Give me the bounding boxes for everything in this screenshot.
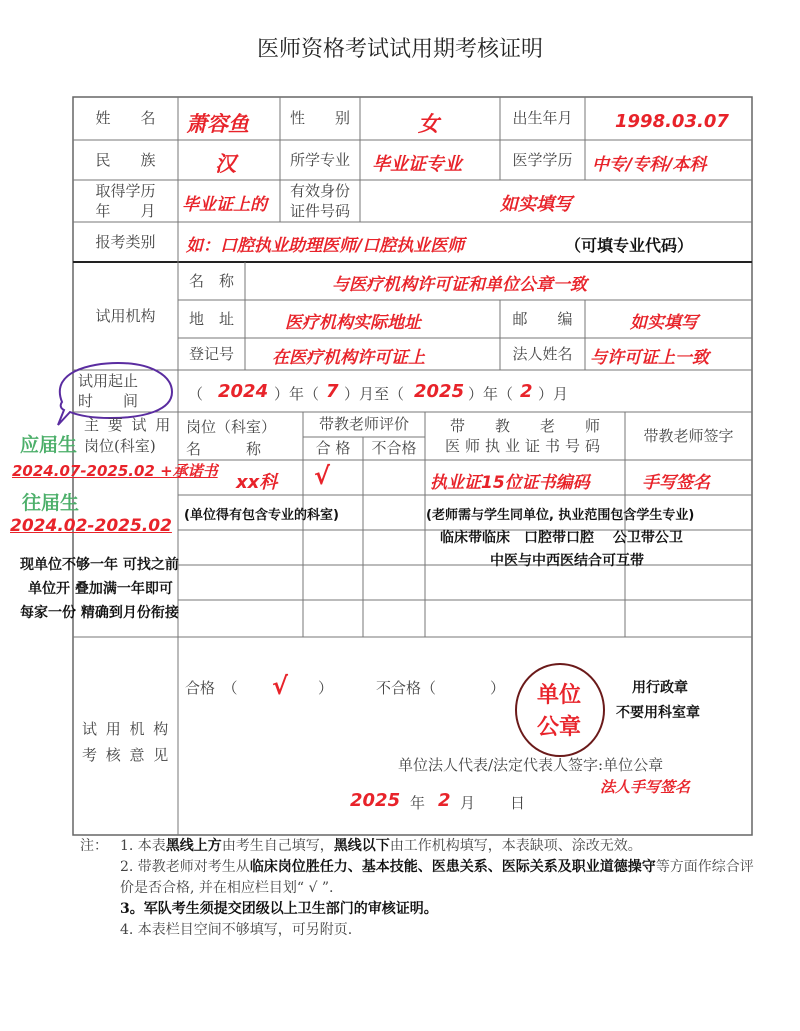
period-year-label: ）年（ [274, 385, 320, 403]
label-birth: 出生年月 [512, 109, 573, 128]
period-end-label: ）月 [538, 385, 569, 403]
note-line-1: 现单位不够一年 可找之前 [20, 557, 179, 573]
value-teacher-sign: 手写签名 [642, 473, 710, 493]
seal-text-1: 单位 [537, 683, 582, 708]
value-ethnicity: 汉 [215, 152, 236, 176]
review-month: 2 [438, 790, 451, 811]
review-day-label: 日 [510, 794, 526, 812]
review-fail-close: ） [490, 679, 506, 697]
note-2-b: 临床岗位胜任力、基本技能、医患关系、医际关系及职业道德操守 [249, 859, 656, 875]
value-inst-legal: 与许可证上一致 [590, 348, 709, 368]
value-end-year: 2025 [414, 381, 465, 402]
note-teacher-rule-2: 中医与中西医结合可互带 [490, 553, 644, 569]
period-open: （ [188, 385, 204, 403]
eval-check-mark: √ [314, 462, 331, 490]
label-review-line2: 考 核 意 见 [82, 746, 171, 764]
value-degree: 中专/专科/本科 [592, 155, 707, 175]
note-dept: (单位得有包含专业的科室) [184, 508, 339, 523]
label-inst-name: 名 称 [188, 271, 234, 290]
note-prefix: 注： [80, 838, 108, 854]
review-pass-close: ） [318, 679, 334, 697]
note-2-c: 等方面作综合评价是否合格, 并在相应栏目划“ √ ”. [120, 859, 754, 896]
header-teacher-cert-line2: 医师执业证书号码 [444, 437, 605, 455]
period-year2-label: ）年（ [468, 385, 514, 403]
value-gender: 女 [418, 112, 439, 136]
header-teacher-sign: 带教老师签字 [643, 426, 734, 445]
note-1-d: 黑线以下 [333, 838, 390, 854]
value-start-month: 7 [326, 381, 339, 402]
note-past-grad: 往届生 [22, 492, 80, 514]
note-3: 3。军队考生须提交团级以上卫生部门的审核证明。 [120, 901, 438, 917]
value-post: xx科 [236, 472, 278, 493]
review-year-label: 年 [410, 794, 426, 812]
note-1-b: 黑线上方 [165, 838, 222, 854]
label-degree: 医学学历 [512, 150, 573, 169]
exam-type-note: （可填专业代码） [565, 236, 694, 255]
value-major: 毕业证专业 [372, 154, 462, 175]
value-birth: 1998.03.07 [615, 111, 729, 132]
review-year: 2025 [350, 790, 401, 811]
note-1-a: 1. 本表 [120, 838, 166, 854]
note-2-a: 2. 带教老师对考生从 [120, 859, 250, 875]
value-exam-type: 如：口腔执业助理医师/口腔执业医师 [186, 236, 465, 256]
review-month-label: 月 [460, 794, 476, 812]
label-id [280, 180, 360, 222]
value-edu-date: 毕业证上的 [182, 195, 267, 215]
note-1-c: 由考生自己填写， [221, 838, 334, 854]
seal-note-2: 不要用科室章 [616, 705, 700, 721]
note-1 [80, 836, 760, 857]
legal-sign-note: 法人手写签名 [600, 778, 691, 796]
review-check-mark: √ [272, 672, 289, 700]
header-post-line2: 名 称 [186, 440, 262, 458]
header-teacher-cert-line1: 带 教 老 师 [449, 416, 600, 435]
value-name: 萧容鱼 [186, 112, 249, 136]
label-ethnicity: 民 族 [95, 150, 156, 169]
label-inst-legal: 法人姓名 [512, 344, 573, 363]
label-period-line2: 时 间 [78, 392, 139, 410]
label-period-line1: 试用起止 [78, 371, 139, 390]
header-teacher-cert [425, 412, 625, 460]
note-past-period: 2024.02-2025.02 [10, 516, 172, 536]
seal-note-1: 用行政章 [632, 680, 688, 696]
note-fresh-grad: 应届生 [20, 434, 78, 456]
label-period [78, 372, 153, 410]
period-to-label: ）月至（ [344, 385, 405, 403]
label-main-post-line2: 岗位(科室) [84, 437, 156, 455]
label-edu-date-line1: 取得学历 [95, 181, 156, 200]
label-review-line1: 试 用 机 构 [82, 720, 171, 738]
label-id-line1: 有效身份 [289, 181, 350, 200]
label-exam-type: 报考类别 [95, 232, 156, 251]
note-line-2: 单位开 叠加满一年即可 [28, 581, 173, 597]
label-name: 姓 名 [95, 109, 156, 128]
label-edu-date-line2: 年 月 [95, 202, 156, 220]
value-inst-address: 医疗机构实际地址 [285, 313, 421, 333]
value-id: 如实填写 [500, 194, 572, 215]
value-inst-reg: 在医疗机构许可证上 [272, 348, 425, 368]
header-eval: 带教老师评价 [318, 415, 409, 434]
note-teacher: (老师需与学生同单位, 执业范围包含学生专业) [426, 508, 695, 523]
note-fresh-period: 2024.07-2025.02 +承诺书 [12, 462, 218, 480]
label-inst-reg: 登记号 [188, 344, 234, 363]
review-pass-label: 合格 （ [185, 679, 238, 697]
label-inst-address: 地 址 [188, 309, 234, 328]
label-inst-postcode: 邮 编 [512, 309, 573, 328]
page-title: 医师资格考试试用期考核证明 [256, 37, 543, 62]
header-post-line1: 岗位（科室） [186, 418, 277, 436]
seal-text-2: 公章 [537, 715, 582, 740]
header-eval-pass: 合 格 [315, 439, 351, 458]
note-1-e: 由工作机构填写，本表缺项、涂改无效。 [389, 838, 642, 854]
label-edu-date [73, 180, 178, 222]
value-inst-name: 与医疗机构许可证和单位公章一致 [332, 275, 587, 295]
label-major: 所学专业 [289, 150, 350, 169]
footnotes [80, 836, 760, 941]
value-teacher-cert: 执业证15位证书编码 [430, 473, 590, 493]
label-gender: 性 别 [289, 109, 350, 128]
value-inst-postcode: 如实填写 [630, 313, 698, 333]
review-fail-label: 不合格（ [376, 679, 437, 697]
header-eval-fail: 不合格 [371, 439, 417, 458]
note-teacher-rule-1: 临床带临床 口腔带口腔 公卫带公卫 [440, 530, 683, 546]
review-sign-label: 单位法人代表/法定代表人签字:单位公章 [398, 756, 664, 774]
label-institution: 试用机构 [95, 306, 156, 325]
note-4: 4. 本表栏目空间不够填写，可另附页. [120, 922, 353, 938]
label-id-line2: 证件号码 [289, 202, 350, 220]
label-main-post-line1: 主 要 试 用 [84, 416, 173, 434]
note-2 [80, 857, 760, 899]
value-end-month: 2 [520, 381, 533, 402]
value-start-year: 2024 [218, 381, 269, 402]
note-line-3: 每家一份 精确到月份衔接 [20, 605, 179, 621]
